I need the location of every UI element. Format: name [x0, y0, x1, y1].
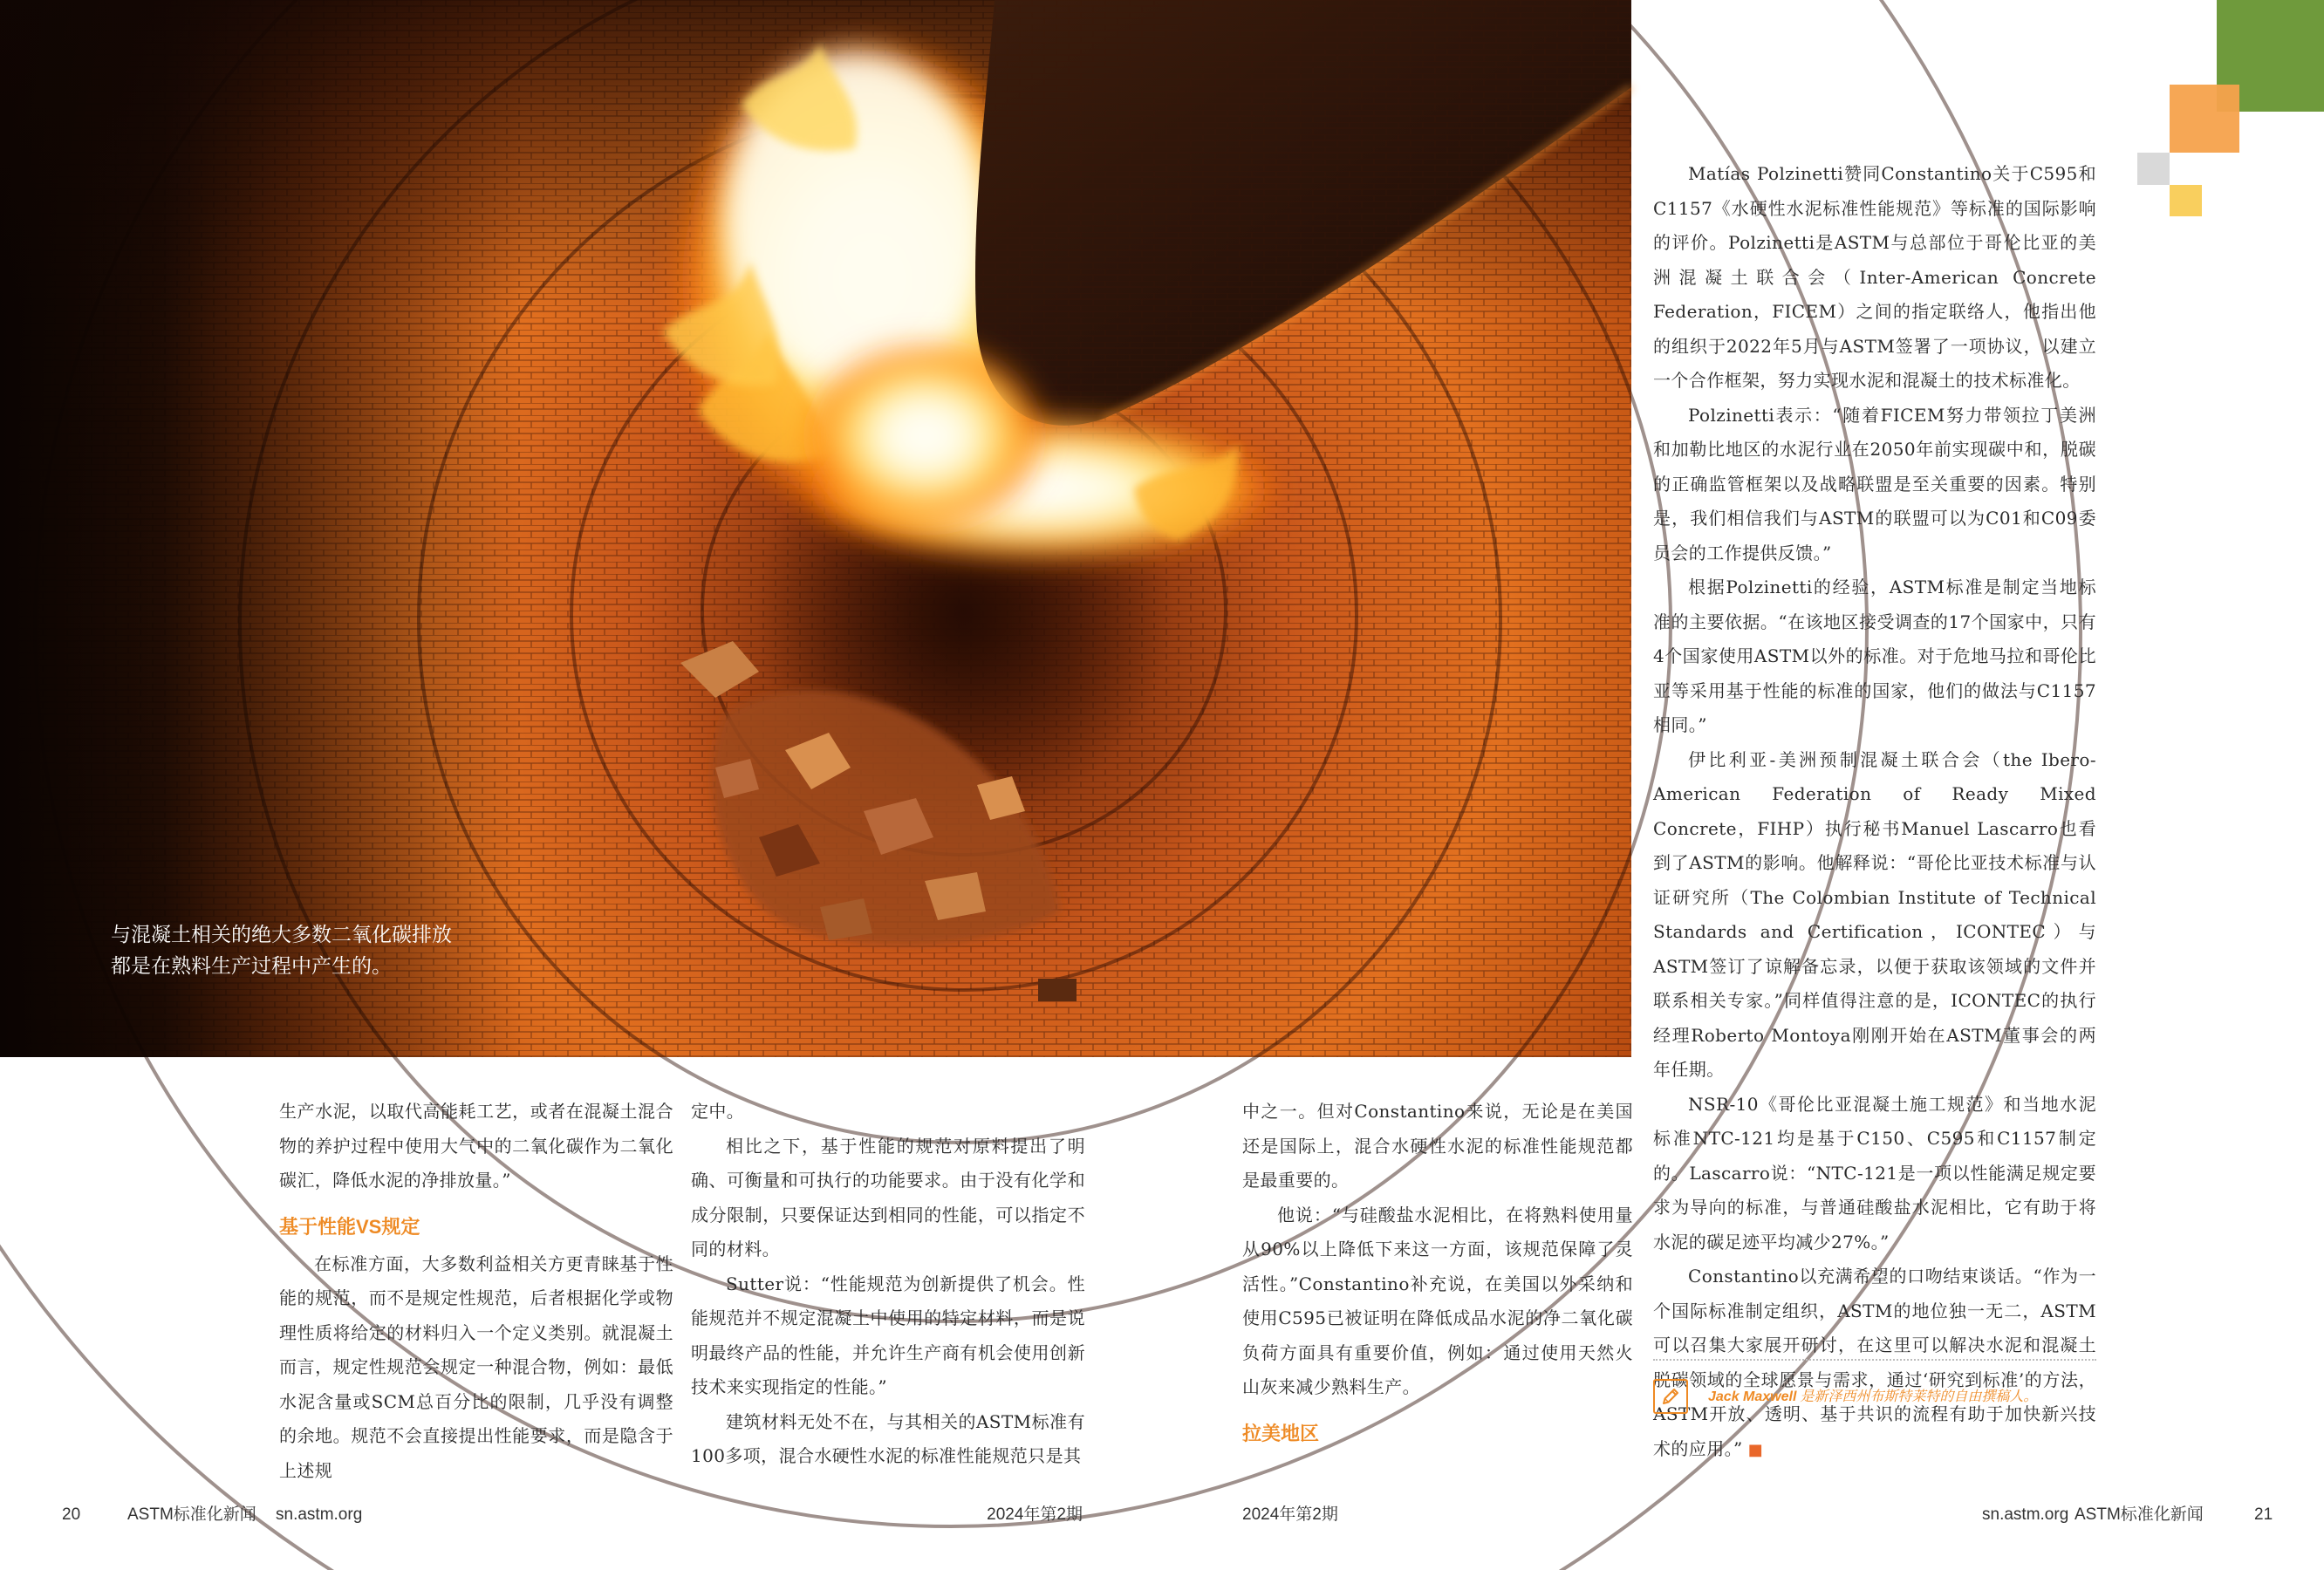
text-column-2: [691, 1095, 1085, 1492]
decor-square-yellow: [2170, 185, 2202, 216]
author-bio: 是新泽西州布斯特莱特的自由撰稿人。: [1800, 1388, 2038, 1404]
paragraph: Matías Polzinetti赞同Constantino关于C595和C1157《水硬性水泥标准性能规范》等标准的国际影响的评价。Polzinetti是ASTM与总部位于哥伦比亚的美洲混凝土联合会（Inter-American Concrete Federation，FICEM）之间的指定联络人，他指出他的组织于2022年5月与ASTM签署了一项协议，以建立一个合作框架，努力实现水泥和混凝土的技术标准化。: [1653, 163, 2096, 391]
author-separator: [1653, 1359, 2096, 1361]
photo-caption: [111, 918, 452, 981]
author-name: Jack Maxwell: [1708, 1389, 1797, 1404]
end-mark: ■: [1747, 1440, 1764, 1459]
publication-name-left: ASTM标准化新闻: [127, 1505, 256, 1524]
decor-square-orange: [2170, 85, 2239, 153]
page-number-right: 21: [2254, 1505, 2273, 1524]
paragraph: Polzinetti表示：“随着FICEM努力带领拉丁美洲和加勒比地区的水泥行业在2050年前实现碳中和，脱碳的正确监管框架以及战略联盟是至关重要的因素。特别是，我们相信我们与ASTM的联盟可以为C01和C09委员会的工作提供反馈。”: [1653, 404, 2096, 563]
author-line: [1708, 1386, 2037, 1408]
paragraph: Sutter说：“性能规范为创新提供了机会。性能规范并不规定混凝土中使用的特定材料，而是说明最终产品的性能，并允许生产商有机会使用创新技术来实现指定的性能。”: [691, 1273, 1085, 1397]
author-note: [1653, 1379, 2096, 1416]
caption-line: 与混凝土相关的绝大多数二氧化碳排放: [111, 923, 452, 945]
page-number-left: 20: [62, 1505, 81, 1524]
paragraph: 生产水泥，以取代高能耗工艺，或者在混凝土混合物的养护过程中使用大气中的二氧化碳作为二氧化碳汇，降低水泥的净排放量。”: [279, 1101, 673, 1191]
issue-label-right: 2024年第2期: [1242, 1505, 1338, 1524]
text-column-1: [279, 1095, 673, 1492]
section-heading: 拉美地区: [1242, 1422, 1320, 1444]
kiln-photo-artwork: [0, 0, 1631, 1057]
paragraph-text: Constantino以充满希望的口吻结束谈话。“作为一个国际标准制定组织，ASTM的地位独一无二，ASTM可以召集大家展开研讨，在这里可以解决水泥和混凝土脱碳领域的全球愿景与需求，通过‘研究到标准’的方法，ASTM开放、透明、基于共识的流程有助于加快新兴技术的应用。”: [1653, 1266, 2096, 1459]
paragraph: 定中。: [691, 1101, 745, 1122]
issue-label-left: 2024年第2期: [987, 1505, 1083, 1524]
paragraph: NSR-10《哥伦比亚混凝土施工规范》和当地水泥标准NTC-121均是基于C150、C595和C1157制定的。Lascarro说：“NTC-121是一项以性能满足规定要求为导向的标准，与普通硅酸盐水泥相比，它有助于将水泥的碳足迹平均减少27%。”: [1653, 1093, 2096, 1253]
publication-url-left: sn.astm.org: [276, 1505, 363, 1524]
paragraph: 伊比利亚-美洲预制混凝土联合会（the Ibero-American Federation of Ready Mixed Concrete，FIHP）执行秘书Manuel Lascarro也看到了ASTM的影响。他解释说：“哥伦比亚技术标准与认证研究所（The Colombian Institute of Technical Standards and Certification，ICONTEC）与ASTM签订了谅解备忘录，以便于获取该领域的文件并联系相关专家。”同样值得注意的是，ICONTEC的执行经理Roberto Montoya刚刚开始在ASTM董事会的两年任期。: [1653, 748, 2096, 1080]
text-column-3: [1242, 1095, 1633, 1492]
paragraph: 他说：“与硅酸盐水泥相比，在将熟料使用量从90%以上降低下来这一方面，该规范保障了灵活性。”Constantino补充说，在美国以外采纳和使用C595已被证明在降低成品水泥的净二氧化碳负荷方面具有重要价值，例如：通过使用天然火山灰来减少熟料生产。: [1242, 1204, 1633, 1397]
paragraph: 根据Polzinetti的经验，ASTM标准是制定当地标准的主要依据。“在该地区接受调查的17个国家中，只有4个国家使用ASTM以外的标准。对于危地马拉和哥伦比亚等采用基于性能的标准的国家，他们的做法与C1157相同。”: [1653, 577, 2096, 735]
section-heading: 基于性能VS规定: [279, 1215, 420, 1238]
paragraph: 相比之下，基于性能的规范对原料提出了明确、可衡量和可执行的功能要求。由于没有化学和成分限制，只要保证达到相同的性能，可以指定不同的材料。: [691, 1135, 1085, 1259]
kiln-photo: [0, 0, 1631, 1057]
caption-line: 都是在熟料生产过程中产生的。: [111, 954, 392, 977]
paragraph: 中之一。但对Constantino来说，无论是在美国还是国际上，混合水硬性水泥的标准性能规范都是最重要的。: [1242, 1101, 1633, 1191]
paragraph: 在标准方面，大多数利益相关方更青睐基于性能的规范，而不是规定性规范，后者根据化学或物理性质将给定的材料归入一个定义类别。就混凝土而言，规定性规范会规定一种混合物，例如：最低水泥含量或SCM总百分比的限制，几乎没有调整的余地。规范不会直接提出性能要求，而是隐含于上述规: [279, 1253, 673, 1481]
publication-name-right: ASTM标准化新闻: [2075, 1505, 2204, 1524]
paragraph-final: [1653, 1259, 2096, 1467]
pencil-icon: [1653, 1379, 1688, 1414]
decor-square-grey: [2137, 153, 2170, 185]
paragraph: 建筑材料无处不在，与其相关的ASTM标准有100多项，混合水硬性水泥的标准性能规范只是其: [691, 1410, 1085, 1466]
publication-url-right: sn.astm.org: [1982, 1505, 2069, 1524]
